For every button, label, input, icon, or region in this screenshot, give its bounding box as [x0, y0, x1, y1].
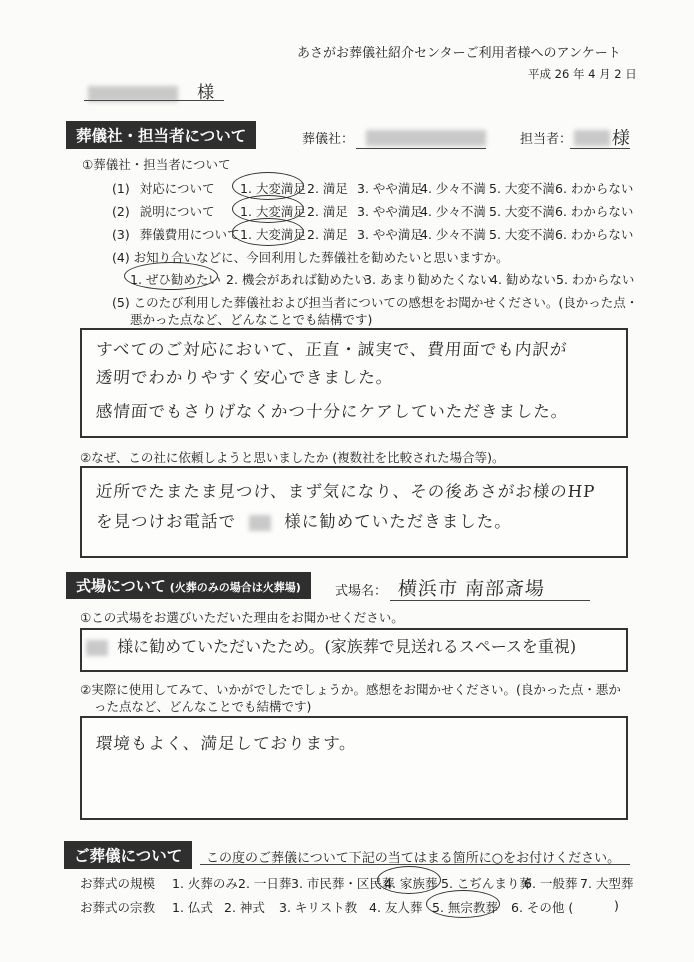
rating-opt-2b[interactable]: 2. 満足 [307, 204, 348, 219]
staff-redacted [574, 127, 610, 146]
rating-opt-3c[interactable]: 3. やや満足 [357, 227, 423, 242]
rating-opt-1c[interactable]: 1. 大変満足 [240, 227, 306, 242]
rating-opt-4a[interactable]: 4. 少々不満 [420, 181, 486, 196]
funeral-instruction: この度のご葬儀について下記の当てはまる箇所に○をお付けください。 [206, 851, 621, 866]
rating-opt-3a[interactable]: 3. やや満足 [357, 181, 423, 196]
religion-opt-6[interactable]: 6. その他 ( [511, 900, 574, 915]
rating-opt-3b[interactable]: 3. やや満足 [357, 204, 423, 219]
company-redacted [366, 127, 486, 146]
rating-opt-4b[interactable]: 4. 少々不満 [420, 204, 486, 219]
rating-opt-4c[interactable]: 4. 少々不満 [420, 227, 486, 242]
recipient-field [88, 78, 224, 103]
rating-row-cost: (3) 葬儀費用について [112, 227, 240, 242]
rating-opt-6b[interactable]: 6. わからない [555, 204, 634, 219]
venue-label: 式場名： [335, 584, 388, 599]
selected-circle [377, 866, 441, 894]
selected-circle [232, 218, 304, 246]
q4-label: (4) お知り合いなどに、今回利用した葬儀社を勧めたいと思いますか。 [112, 250, 509, 265]
scale-opt-2[interactable]: 2. 一日葬 [238, 876, 292, 891]
rating-opt-6c[interactable]: 6. わからない [555, 227, 634, 242]
recipient-suffix: 様 [197, 83, 215, 103]
rating-opt-6a[interactable]: 6. わからない [555, 181, 634, 196]
recipient-underline [84, 100, 224, 101]
staff-underline [570, 148, 630, 149]
answer5-line2: 透明でわかりやすく安心できました。 [95, 368, 395, 387]
rating-opt-5c[interactable]: 5. 大変不満 [489, 227, 555, 242]
recommend-opt-5[interactable]: 5. わからない [556, 272, 635, 287]
recommend-opt-4[interactable]: 4. 勧めない [490, 272, 556, 287]
rating-opt-1a[interactable]: 1. 大変満足 [240, 181, 306, 196]
religion-opt-5[interactable]: 5. 無宗教葬 [432, 900, 498, 915]
scale-opt-7[interactable]: 7. 大型葬 [580, 876, 634, 891]
religion-label: お葬式の宗教 [80, 900, 156, 915]
scale-opt-1[interactable]: 1. 火葬のみ [172, 876, 238, 891]
rating-opt-1b[interactable]: 1. 大変満足 [240, 204, 306, 219]
section-header-funeral-company: 葬儀社・担当者について [66, 121, 256, 149]
religion-opt-2[interactable]: 2. 神式 [224, 900, 265, 915]
answer5-line3: 感情面でもさりげなくかつ十分にケアしていただきました。 [95, 402, 570, 421]
scale-label: お葬式の規模 [80, 876, 156, 891]
religion-opt-6-close: ) [614, 898, 619, 913]
rating-row-response: (1) 対応について [112, 181, 215, 196]
rating-opt-2a[interactable]: 2. 満足 [307, 181, 348, 196]
scale-opt-3[interactable]: 3. 市民葬・区民葬 [291, 876, 395, 891]
venue-q2-line2: った点など、どんなことでも結構です) [94, 699, 312, 714]
q5-label-line1: (5) このたび利用した葬儀社および担当者についての感想をお聞かせください。(良かった点・ [112, 295, 639, 310]
answer2-line2: を見つけお電話で 様に勧めていただきました。 [96, 512, 512, 531]
religion-opt-3[interactable]: 3. キリスト教 [279, 900, 358, 915]
recommend-opt-2[interactable]: 2. 機会があれば勧めたい [226, 272, 367, 287]
venue-q2-line1: ②実際に使用してみて、いかがでしたでしょうか。感想をお聞かせください。(良かった点・悪か [80, 682, 621, 697]
rating-opt-5a[interactable]: 5. 大変不満 [489, 181, 555, 196]
religion-opt-1[interactable]: 1. 仏式 [172, 900, 213, 915]
staff-suffix: 様 [611, 128, 632, 149]
rating-row-explanation: (2) 説明について [112, 204, 215, 219]
selected-circle [124, 262, 218, 290]
venue-answer2: 環境もよく、満足しております。 [95, 734, 358, 753]
section-header-funeral: ご葬儀について [64, 841, 192, 869]
q5-label-line2: 悪かった点など、どんなことでも結構です) [130, 312, 373, 327]
selected-circle [426, 890, 500, 918]
venue-underline [390, 600, 590, 601]
rating-opt-5b[interactable]: 5. 大変不満 [489, 204, 555, 219]
scale-opt-5[interactable]: 5. こぢんまり葬 [441, 876, 532, 891]
company-label: 葬儀社： [302, 132, 355, 147]
venue-value: 横浜市 南部斎場 [397, 578, 546, 600]
venue-q1: ①この式場をお選びいただいた理由をお聞かせください。 [80, 610, 404, 625]
recommend-opt-3[interactable]: 3. あまり勧めたくない [364, 272, 493, 287]
venue-answer1: 様に勧めていただいたため。(家族葬で見送れるスペースを重視) [86, 634, 576, 657]
scale-opt-6[interactable]: 6. 一般葬 [524, 876, 578, 891]
redacted-name [86, 640, 108, 656]
scale-opt-4[interactable]: 4. 家族葬 [384, 876, 438, 891]
q1-heading: ①葬儀社・担当者について [82, 157, 231, 172]
staff-label: 担当者： [520, 132, 573, 147]
rating-opt-2c[interactable]: 2. 満足 [307, 227, 348, 242]
redacted-name [249, 515, 271, 531]
q2-label: ②なぜ、この社に依頼しようと思いましたか (複数社を比較された場合等)。 [80, 450, 505, 465]
recommend-opt-1[interactable]: 1. ぜひ勧めたい [130, 272, 221, 287]
instruction-underline [200, 864, 630, 865]
answer5-line1: すべてのご対応において、正直・誠実で、費用面でも内訳が [95, 340, 569, 359]
section-header-venue: 式場について (火葬のみの場合は火葬場) [66, 572, 311, 599]
survey-date: 平成 26 年 4 月 2 日 [528, 67, 637, 81]
company-underline [356, 148, 486, 149]
religion-opt-4[interactable]: 4. 友人葬 [369, 900, 423, 915]
answer2-line1: 近所でたまたま見つけ、まず気になり、その後あさがお様のHP [95, 482, 596, 501]
survey-title: あさがお葬儀社紹介センターご利用者様へのアンケート [297, 46, 621, 61]
